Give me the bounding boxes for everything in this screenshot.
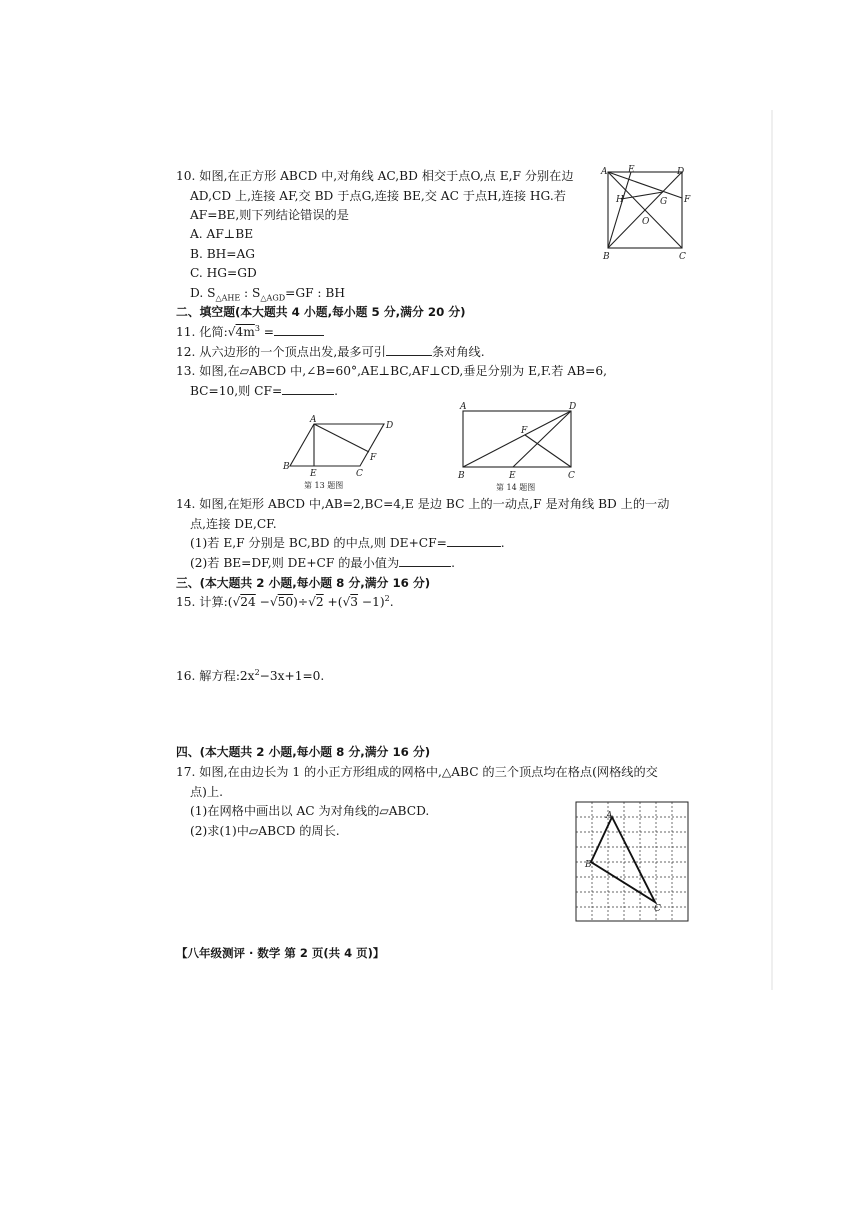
label-d: D xyxy=(569,402,577,412)
q14-sub-2: (2)若 BE=DF,则 DE+CF 的最小值为 . xyxy=(190,556,456,570)
q14-answer-blank-2 xyxy=(399,555,451,567)
q17-line-1: 17. 如图,在由边长为 1 的小正方形组成的网格中,△ABC 的三个顶点均在格点(网格线的交 xyxy=(176,765,658,779)
label-c: C xyxy=(356,469,363,479)
label-g: G xyxy=(660,197,668,207)
q10-line-3: AF=BE,则下列结论错误的是 xyxy=(190,208,349,222)
q12-answer-blank xyxy=(386,344,432,356)
q11-answer-blank xyxy=(274,324,324,336)
q15: 15. 计算:(√24 $-√50)\div√2 +(√3 -1)^2$. xyxy=(176,593,394,609)
q13-answer-blank xyxy=(282,383,334,395)
label-b: B xyxy=(283,462,290,472)
q14-line-1: 14. 如图,在矩形 ABCD 中,AB=2,BC=4,E 是边 BC 上的一动点,F 是对角线 BD 上的一动 xyxy=(176,497,670,511)
label-o: O xyxy=(642,217,650,227)
label-f: F xyxy=(521,426,528,436)
q17-sub-1: (1)在网格中画出以 AC 为对角线的▱ABCD. xyxy=(190,804,430,818)
label-e: E xyxy=(509,471,516,481)
q14-sub-1: (1)若 E,F 分别是 BC,BD 的中点,则 DE+CF= . xyxy=(190,536,505,550)
label-e: E xyxy=(310,469,317,479)
figure-q14-rectangle xyxy=(455,400,585,495)
q17-sub-2: (2)求(1)中▱ABCD 的周长. xyxy=(190,824,340,838)
q12: 12. 从六边形的一个顶点出发,最多可引 条对角线. xyxy=(176,345,485,359)
q14-line-2: 点,连接 DE,CF. xyxy=(190,517,277,531)
q10-line-1: 10. 如图,在正方形 ABCD 中,对角线 AC,BD 相交于点O,点 E,F 分别在边 xyxy=(176,169,574,183)
label-b: B xyxy=(585,860,592,870)
q16: 16. 解方程$:2x^2-3x+1=0$. xyxy=(176,667,325,683)
q13-line-1: 13. 如图,在▱ABCD 中,∠B=60°,AE⊥BC,AF⊥CD,垂足分别为 E,F.若 AB=6, xyxy=(176,364,607,378)
figure-q17-grid xyxy=(575,801,691,923)
figure-q10-square xyxy=(600,166,700,266)
label-c: C xyxy=(654,904,661,914)
label-b: B xyxy=(458,471,465,481)
label-d: D xyxy=(677,167,685,177)
label-c: C xyxy=(679,252,686,262)
page-edge-shadow xyxy=(771,110,773,990)
q14-answer-blank-1 xyxy=(447,535,501,547)
label-a: A xyxy=(460,402,467,412)
q10-option-a: A. AF⊥BE xyxy=(190,227,254,241)
label-f: F xyxy=(684,195,691,205)
label-a: A xyxy=(601,167,608,177)
section-2-heading: 二、填空题(本大题共 4 小题,每小题 5 分,满分 20 分) xyxy=(176,305,466,319)
q10-option-b: B. BH=AG xyxy=(190,247,256,261)
label-b: B xyxy=(603,252,610,262)
section-3-heading: 三、(本大题共 2 小题,每小题 8 分,满分 16 分) xyxy=(176,576,431,590)
q13-line-2: BC=10,则 CF= . xyxy=(190,384,339,398)
label-f: F xyxy=(370,453,377,463)
label-d: D xyxy=(386,421,394,431)
label-a: A xyxy=(310,415,317,425)
label-h: H xyxy=(616,195,624,205)
figure-q13-parallelogram xyxy=(282,414,402,494)
q11: 11. 化简$:√4m^3$ = xyxy=(176,324,324,340)
q10-option-d: D. $S_{\triangle AHE}$ : $S_{\triangle AGD}=GF$ : BH xyxy=(190,286,345,303)
label-c: C xyxy=(568,471,575,481)
label-e: E xyxy=(628,165,635,175)
figure-14-caption: 第 14 题图 xyxy=(496,483,536,492)
figure-13-caption: 第 13 题图 xyxy=(304,481,344,490)
page-footer: 【八年级测评 · 数学 第 2 页(共 4 页)】 xyxy=(176,946,385,960)
label-a: A xyxy=(606,811,613,821)
q10-option-c: C. HG=GD xyxy=(190,266,257,280)
q10-line-2: AD,CD 上,连接 AF,交 BD 于点G,连接 BE,交 AC 于点H,连接 HG.若 xyxy=(190,189,566,203)
q17-line-2: 点)上. xyxy=(190,785,224,799)
section-4-heading: 四、(本大题共 2 小题,每小题 8 分,满分 16 分) xyxy=(176,745,431,759)
